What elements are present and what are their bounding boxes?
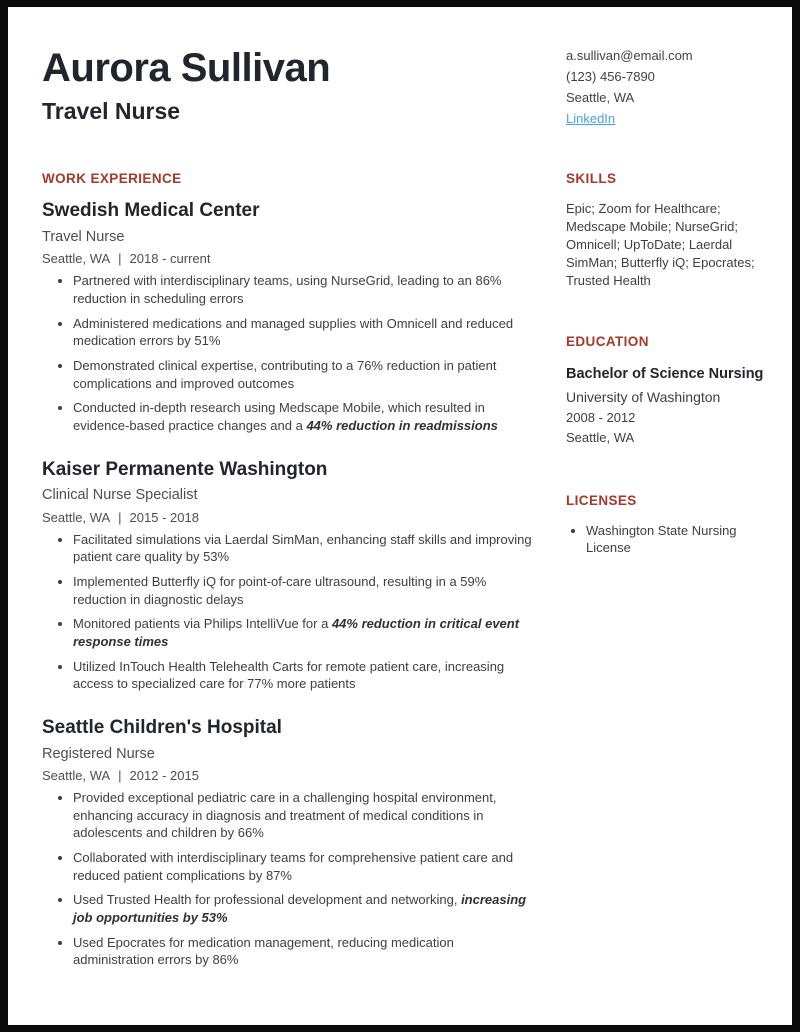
header-row: [42, 43, 766, 129]
bullet-emphasis: 44% reduction in critical event response times: [73, 616, 520, 649]
skills-text: Epic; Zoom for Healthcare; Medscape Mobile; NurseGrid; Omnicell; UpToDate; Laerdal SimMan; Butterfly iQ; Epocrates; Trusted Health: [566, 201, 755, 288]
job-entry: [42, 459, 536, 693]
job-bullet: • Demonstrated clinical expertise, contributing to a 76% reduction in patient complications and improved outcomes: [73, 357, 536, 392]
job-dates: 2015 - 2018: [129, 509, 199, 525]
job-company: Seattle Children's Hospital: [42, 716, 282, 738]
job-bullets: [42, 531, 536, 693]
job-role: Registered Nurse: [42, 745, 155, 762]
job-meta: [42, 510, 536, 525]
section-heading-education: EDUCATION: [566, 333, 649, 349]
job-dates: 2012 - 2015: [129, 767, 199, 783]
jobs-list: [42, 200, 536, 969]
section-heading-licenses: LICENSES: [566, 492, 637, 508]
skills-section: [566, 171, 766, 290]
contact-phone: (123) 456-7890: [566, 69, 655, 85]
job-location: Seattle, WA: [42, 767, 111, 783]
person-job-title: Travel Nurse: [42, 98, 181, 124]
meta-separator: |: [118, 251, 122, 267]
resume-page: [8, 7, 792, 1025]
education-degree: Bachelor of Science Nursing: [566, 365, 764, 382]
page-title: Aurora Sullivan: [42, 46, 331, 90]
job-bullets: [42, 272, 536, 434]
job-meta: [42, 768, 536, 783]
meta-separator: |: [118, 767, 122, 783]
bullet-emphasis: 44% reduction in readmissions: [306, 417, 498, 433]
education-dates: 2008 - 2012: [566, 410, 636, 426]
job-meta: [42, 251, 536, 266]
job-bullet: • Administered medications and managed supplies with Omnicell and reduced medication errors by 51%: [73, 315, 536, 350]
contact-location: Seattle, WA: [566, 90, 635, 106]
contact-email: a.sullivan@email.com: [566, 48, 693, 63]
sidebar-column: [566, 171, 766, 969]
main-row: [42, 171, 766, 969]
job-company: Kaiser Permanente Washington: [42, 458, 328, 480]
bullet-emphasis: increasing job opportunities by 53%: [73, 892, 527, 925]
job-bullet: • Provided exceptional pediatric care in a challenging hospital environment, enhancing accuracy in diagnosis and treatment of medical conditions in adolescents and children by 66%: [73, 789, 536, 842]
job-bullet: • Partnered with interdisciplinary teams, using NurseGrid, leading to an 86% reduction in scheduling errors: [73, 272, 536, 307]
education-school: University of Washington: [566, 389, 721, 406]
job-entry: [42, 200, 536, 434]
job-entry: [42, 717, 536, 969]
job-bullets: [42, 789, 536, 969]
identity-block: [42, 43, 536, 129]
job-bullet: • Used Trusted Health for professional development and networking, increasing job opportunities by 53%: [73, 891, 536, 926]
job-location: Seattle, WA: [42, 251, 111, 267]
licenses-list: [566, 522, 766, 557]
job-company: Swedish Medical Center: [42, 200, 260, 222]
job-bullet: • Utilized InTouch Health Telehealth Carts for remote patient care, increasing access to specialized care for 77% more patients: [73, 658, 536, 693]
job-bullet: • Used Epocrates for medication management, reducing medication administration errors by 86%: [73, 934, 536, 969]
license-item: • Washington State Nursing License: [586, 522, 766, 557]
meta-separator: |: [118, 509, 122, 525]
job-bullet: • Implemented Butterfly iQ for point-of-care ultrasound, resulting in a 59% reduction in diagnostic delays: [73, 573, 536, 608]
job-role: Travel Nurse: [42, 229, 125, 246]
job-bullet: • Facilitated simulations via Laerdal SimMan, enhancing staff skills and improving patient care quality by 53%: [73, 531, 536, 566]
work-experience-section: [42, 171, 536, 969]
section-heading-skills: SKILLS: [566, 171, 617, 187]
job-location: Seattle, WA: [42, 509, 111, 525]
education-location: Seattle, WA: [566, 430, 635, 446]
job-bullet: • Monitored patients via Philips IntelliVue for a 44% reduction in critical event response times: [73, 615, 536, 650]
job-bullet: • Conducted in-depth research using Medscape Mobile, which resulted in evidence-based practice changes and a 44% reduction in readmissions: [73, 399, 536, 434]
job-bullet: • Collaborated with interdisciplinary teams for comprehensive patient care and reduced patient complications by 87%: [73, 849, 536, 884]
education-section: [566, 334, 766, 449]
job-dates: 2018 - current: [129, 251, 211, 267]
linkedin-link[interactable]: LinkedIn: [566, 111, 616, 127]
contact-block: [566, 43, 766, 129]
section-heading-work: WORK EXPERIENCE: [42, 171, 182, 187]
job-role: Clinical Nurse Specialist: [42, 487, 198, 504]
licenses-section: [566, 493, 766, 557]
